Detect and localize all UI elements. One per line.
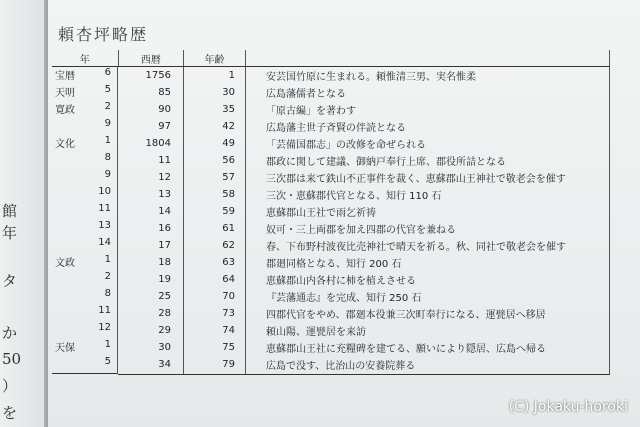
era-cell <box>52 67 118 84</box>
event-cell: 広島藩儒者となる <box>246 84 610 101</box>
table-row <box>52 322 610 339</box>
year-cell: 90 <box>118 101 184 118</box>
table-row <box>52 67 610 85</box>
table-row <box>52 203 610 220</box>
table-row <box>52 305 610 322</box>
era-name: 天保 <box>55 343 75 354</box>
year-cell: 13 <box>118 186 184 203</box>
era-name: 文化 <box>55 139 75 150</box>
year-cell: 17 <box>118 237 184 254</box>
age-cell: 62 <box>184 237 246 254</box>
era-cell <box>52 135 118 152</box>
event-cell: 広島で没す、比治山の安養院葬る <box>246 356 610 374</box>
era-year: 2 <box>104 271 111 282</box>
table-row <box>52 186 610 203</box>
age-cell: 57 <box>184 169 246 186</box>
era-cell <box>52 237 118 254</box>
year-cell: 97 <box>118 118 184 135</box>
era-name: 天明 <box>55 88 75 99</box>
era-year: 1 <box>104 254 111 265</box>
era-year: 9 <box>104 169 111 180</box>
age-cell: 70 <box>184 288 246 305</box>
year-cell: 30 <box>118 339 184 356</box>
table-row <box>52 237 610 254</box>
era-name: 寛政 <box>55 105 75 116</box>
age-cell: 56 <box>184 152 246 169</box>
event-cell: 恵蘇郡山王社に充糧碑を建てる、願いにより隠居、広島へ帰る <box>246 339 610 356</box>
age-cell: 61 <box>184 220 246 237</box>
era-cell <box>52 305 118 322</box>
event-cell: 四郡代官をやめ、郡廻本役兼三次町奉行になる、運甓居へ移居 <box>246 305 610 322</box>
table-row <box>52 169 610 186</box>
age-cell: 79 <box>184 356 246 374</box>
table-row <box>52 271 610 288</box>
age-cell: 1 <box>184 67 246 85</box>
column-header-era: 年 <box>52 50 118 67</box>
year-cell: 12 <box>118 169 184 186</box>
column-header-year: 西暦 <box>118 50 184 67</box>
left-fragment: 館 <box>2 202 18 220</box>
page-title: 頼杏坪略歴 <box>58 25 149 44</box>
age-cell: 49 <box>184 135 246 152</box>
watermark: (C) Jokaku-horoki <box>508 399 628 415</box>
era-name: 文政 <box>55 258 75 269</box>
event-cell: 郡政に関して建議、御納戸奉行上席、郡役所詰となる <box>246 152 610 169</box>
left-fragment: ） <box>2 377 18 395</box>
era-cell <box>52 356 118 374</box>
era-cell <box>52 101 118 118</box>
year-cell: 14 <box>118 203 184 220</box>
age-cell: 35 <box>184 101 246 118</box>
year-cell: 1804 <box>118 135 184 152</box>
age-cell: 30 <box>184 84 246 101</box>
age-cell: 64 <box>184 271 246 288</box>
era-year: 1 <box>104 135 111 146</box>
chronology-table <box>52 50 610 375</box>
event-cell: 頼山陽、運甓居を来訪 <box>246 322 610 339</box>
year-cell: 25 <box>118 288 184 305</box>
table-row <box>52 84 610 101</box>
event-cell: 郡廻同格となる、知行 200 石 <box>246 254 610 271</box>
era-cell <box>52 118 118 135</box>
age-cell: 58 <box>184 186 246 203</box>
year-cell: 19 <box>118 271 184 288</box>
era-year: 9 <box>104 118 111 129</box>
age-cell: 73 <box>184 305 246 322</box>
era-year: 1 <box>104 339 111 350</box>
era-cell <box>52 203 118 220</box>
age-cell: 63 <box>184 254 246 271</box>
age-cell: 75 <box>184 339 246 356</box>
era-year: 8 <box>104 288 111 299</box>
year-cell: 29 <box>118 322 184 339</box>
event-cell: 三次・恵蘇郡代官となる、知行 110 石 <box>246 186 610 203</box>
left-fragment: か <box>2 324 18 342</box>
era-year: 13 <box>98 220 111 231</box>
era-cell <box>52 288 118 305</box>
era-year: 5 <box>104 84 111 95</box>
era-cell <box>52 322 118 339</box>
era-year: 10 <box>98 186 111 197</box>
era-cell <box>52 84 118 101</box>
year-cell: 16 <box>118 220 184 237</box>
table-header-row <box>52 50 610 67</box>
era-year: 14 <box>98 237 111 248</box>
event-cell: 三次郡は来て鉄山不正事件を裁く、恵蘇郡山王神社で敬老会を催す <box>246 169 610 186</box>
year-cell: 28 <box>118 305 184 322</box>
table-row <box>52 220 610 237</box>
event-cell: 広島藩主世子斉賢の伴読となる <box>246 118 610 135</box>
year-cell: 11 <box>118 152 184 169</box>
era-cell <box>52 271 118 288</box>
event-cell: 春、下布野村波夜比売神社で晴天を祈る。秋、同社で敬老会を催す <box>246 237 610 254</box>
era-cell <box>52 254 118 271</box>
era-year: 12 <box>98 322 111 333</box>
year-cell: 34 <box>118 356 184 374</box>
era-year: 6 <box>104 67 111 78</box>
era-cell <box>52 152 118 169</box>
table-body <box>52 67 610 375</box>
age-cell: 42 <box>184 118 246 135</box>
era-year: 11 <box>98 305 111 316</box>
left-fragment: タ <box>2 272 18 290</box>
era-cell <box>52 220 118 237</box>
event-cell: 奴可・三上両郡を加え四郡の代官を兼ねる <box>246 220 610 237</box>
column-header-event <box>246 50 610 67</box>
age-cell: 59 <box>184 203 246 220</box>
era-year: 11 <box>98 203 111 214</box>
table-row <box>52 152 610 169</box>
era-cell <box>52 186 118 203</box>
era-year: 8 <box>104 152 111 163</box>
age-cell: 74 <box>184 322 246 339</box>
table-row <box>52 288 610 305</box>
table-row <box>52 339 610 356</box>
era-cell <box>52 339 118 356</box>
year-cell: 1756 <box>118 67 184 85</box>
era-year: 2 <box>104 101 111 112</box>
table-row <box>52 254 610 271</box>
table-row <box>52 135 610 152</box>
event-cell: 恵蘇郡山内各村に柿を植えさせる <box>246 271 610 288</box>
event-cell: 安芸国竹原に生まれる。頼惟清三男、実名惟柔 <box>246 67 610 85</box>
table-row <box>52 101 610 118</box>
event-cell: 「芸備国郡志」の改修を命ぜられる <box>246 135 610 152</box>
column-header-age: 年齢 <box>184 50 246 67</box>
left-sign-panel <box>0 0 46 427</box>
event-cell: 『芸藩通志』を完成、知行 250 石 <box>246 288 610 305</box>
table-row <box>52 118 610 135</box>
era-cell <box>52 169 118 186</box>
table-row <box>52 356 610 374</box>
era-year: 5 <box>104 356 111 367</box>
event-cell: 「原古編」を著わす <box>246 101 610 118</box>
era-name: 宝暦 <box>55 71 75 82</box>
year-cell: 18 <box>118 254 184 271</box>
left-fragment: を <box>2 404 18 422</box>
year-cell: 85 <box>118 84 184 101</box>
left-fragment: 年 <box>2 224 18 242</box>
left-fragment: 50 <box>2 350 22 368</box>
event-cell: 恵蘇郡山王社で雨乞祈祷 <box>246 203 610 220</box>
